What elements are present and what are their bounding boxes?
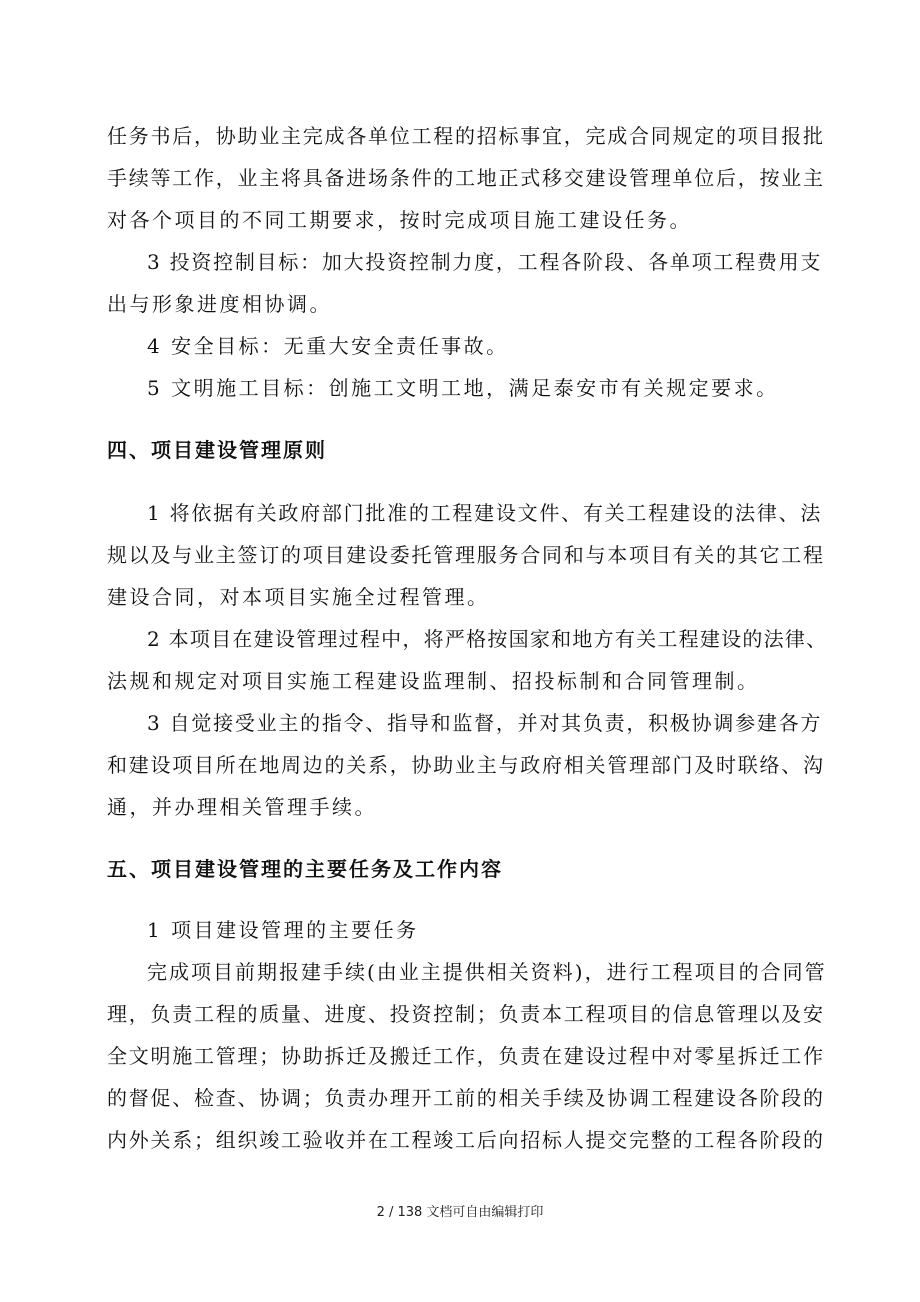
paragraph-line: 和建设项目所在地周边的关系，协助业主与政府相关管理部门及时联络、沟 [107, 753, 825, 777]
paragraph-line: 1 将依据有关政府部门批准的工程建设文件、有关工程建设的法律、法 [147, 501, 823, 525]
paragraph-line: 的督促、检查、协调；负责办理开工前的相关手续及协调工程建设各阶段的 [107, 1086, 825, 1110]
paragraph-line: 规以及与业主签订的项目建设委托管理服务合同和与本项目有关的其它工程 [107, 543, 825, 567]
paragraph-line: 完成项目前期报建手续(由业主提供相关资料)，进行工程项目的合同管 [147, 960, 827, 984]
paragraph-line: 对各个项目的不同工期要求，按时完成项目施工建设任务。 [107, 208, 692, 232]
paragraph-line: 任务书后，协助业主完成各单位工程的招标事宜，完成合同规定的项目报批 [107, 124, 825, 148]
section-heading: 五、项目建设管理的主要任务及工作内容 [107, 857, 503, 881]
page-footer: 2 / 138 文档可自由编辑打印 [376, 1205, 544, 1220]
paragraph-line: 法规和规定对项目实施工程建设监理制、招投标制和合同管理制。 [107, 669, 760, 693]
paragraph-line: 2 本项目在建设管理过程中，将严格按国家和地方有关工程建设的法律、 [147, 627, 828, 651]
paragraph-line: 3 投资控制目标：加大投资控制力度，工程各阶段、各单项工程费用支 [147, 250, 823, 274]
paragraph-line: 理，负责工程的质量、进度、投资控制；负责本工程项目的信息管理以及安 [107, 1002, 825, 1026]
paragraph-line: 4 安全目标：无重大安全责任事故。 [147, 334, 509, 358]
paragraph-line: 3 自觉接受业主的指令、指导和监督，并对其负责，积极协调参建各方 [147, 711, 823, 735]
paragraph-line: 通，并办理相关管理手续。 [107, 795, 377, 819]
paragraph-line: 内外关系；组织竣工验收并在工程竣工后向招标人提交完整的工程各阶段的 [107, 1128, 825, 1152]
paragraph-line: 5 文明施工目标：创施工文明工地，满足泰安市有关规定要求。 [147, 376, 779, 400]
paragraph-line: 全文明施工管理；协助拆迁及搬迁工作，负责在建设过程中对零星拆迁工作 [107, 1044, 825, 1068]
paragraph-line: 手续等工作，业主将具备进场条件的工地正式移交建设管理单位后，按业主 [107, 166, 825, 190]
paragraph-line: 出与形象进度相协调。 [107, 292, 332, 316]
section-heading: 四、项目建设管理原则 [107, 438, 327, 462]
paragraph-line: 建设合同，对本项目实施全过程管理。 [107, 585, 490, 609]
subsection-title: 1 项目建设管理的主要任务 [147, 918, 419, 942]
